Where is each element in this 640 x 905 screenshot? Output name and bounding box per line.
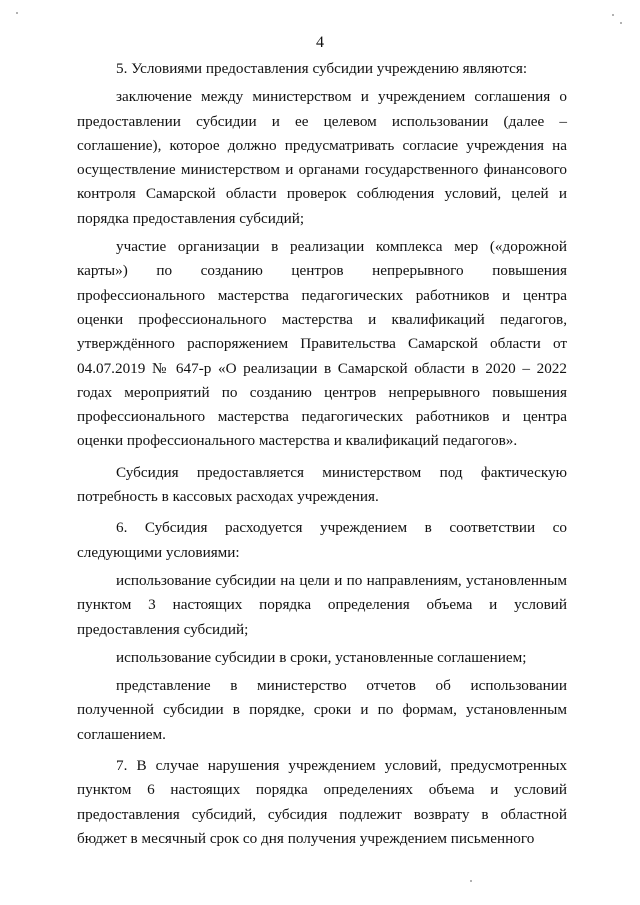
paragraph-usage-deadlines: использование субсидии в сроки, установленные соглашением;	[116, 648, 527, 666]
paragraph-7-violation: 7. В случае нарушения учреждением условий, предусмотренных пунктом 6 настоящих порядка определениях объема и условий предоставления субсидий, субсидия подлежит возврату в областной бюджет в месячный срок со дня получения учреждением письменного	[77, 757, 567, 847]
scan-speck	[470, 880, 472, 882]
scan-speck	[612, 14, 614, 16]
paragraph-subsidy-provision: Субсидия предоставляется министерством под фактическую потребность в кассовых расходах учреждения.	[77, 463, 567, 506]
paragraph-roadmap-condition: участие организации в реализации комплекса мер («дорожной карты») по созданию центров непрерывного повышения профессионального мастерства педагогических работников и центра оценки профессионального мастерства и квалификаций педагогов, утверждённого распоряжением Правительства Самарской области от 04.07.2019 № 647-р «О реализации в Самарской области в 2020 – 2022 годах мероприятий по созданию центров непрерывного повышения профессионального мастерства педагогических работников и центра оценки профессионального мастерства и квалификаций педагогов».	[77, 238, 567, 450]
paragraph-usage-directions: использование субсидии на цели и по направлениям, установленным пунктом 3 настоящих порядка определения объема и условий предоставления субсидий;	[77, 571, 567, 638]
page-number: 4	[316, 34, 324, 51]
paragraph-5-heading: 5. Условиями предоставления субсидии учреждению являются:	[116, 60, 528, 77]
scan-speck	[620, 22, 622, 24]
paragraph-6-heading: 6. Субсидия расходуется учреждением в соответствии со следующими условиями:	[77, 519, 567, 561]
scan-speck	[16, 12, 18, 14]
paragraph-reports: представление в министерство отчетов об использовании полученной субсидии в порядке, сроки и по формам, установленным соглашением.	[77, 677, 567, 743]
document-body	[77, 57, 567, 851]
paragraph-agreement-condition: заключение между министерством и учреждением соглашения о предоставлении субсидии и ее целевом использовании (далее – соглашение), которое должно предусматривать согласие учреждения на осуществление министерством и органами государственного финансового контроля Самарской области проверок соблюдения условий, целей и порядка предоставления субсидий;	[77, 88, 567, 227]
